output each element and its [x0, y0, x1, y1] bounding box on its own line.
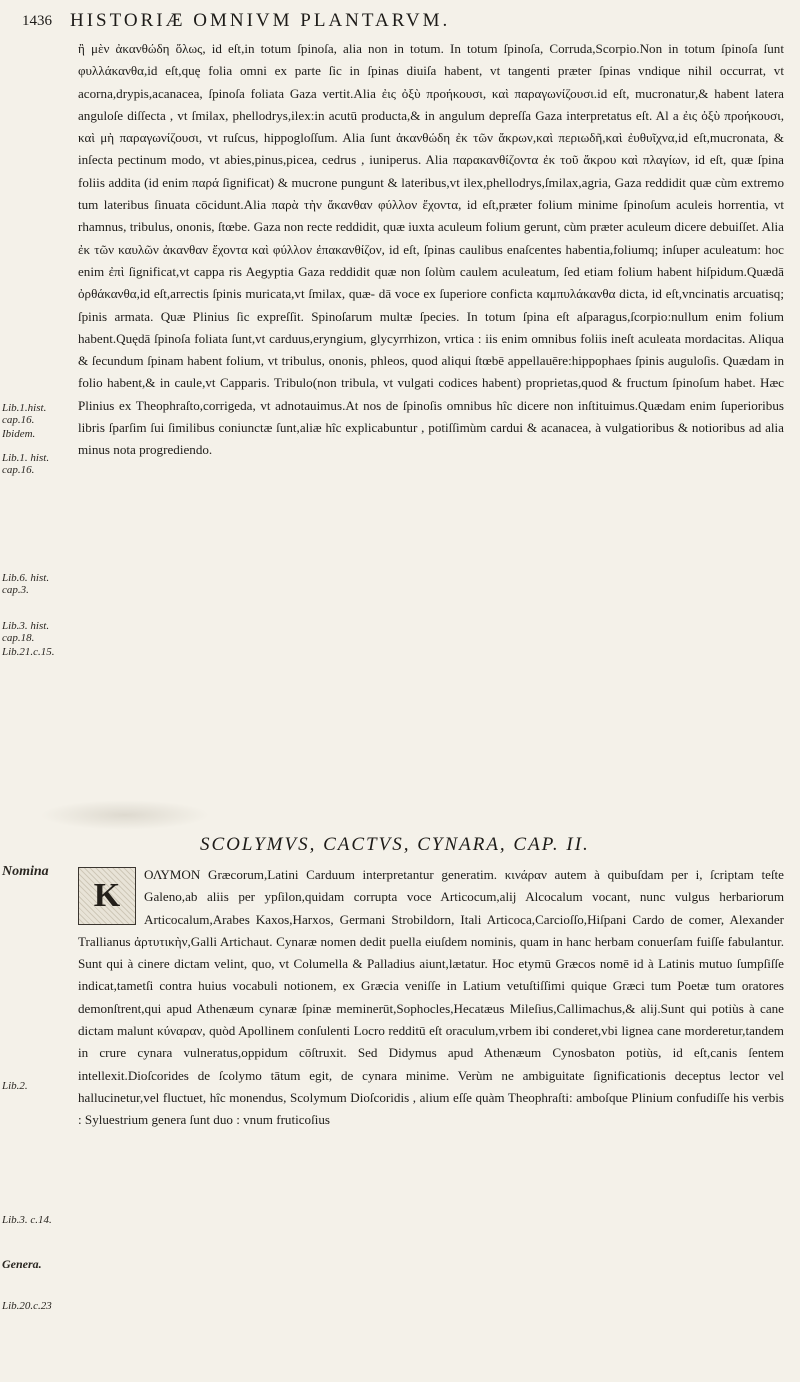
margin-note: Lib.20.c.23	[2, 1300, 52, 1312]
paper-stain	[40, 800, 210, 830]
chapter-title: SCOLYMVS, CACTVS, CYNARA, CAP. II.	[200, 834, 590, 855]
paragraph: ΟΛΥΜΟΝ Græcorum,Latini Carduum interpretantur generatim. κινάραν autem à quibuſdam per i, ſcriptam teſte Galeno,ab aliis per ypſilon,quidam corrupta voce Articocum,alij Alcocalum vocant, nunc vulgus herbariorum Articocalum,Arabes Kaxos,Harxos, Germani Strobildorn, Itali Articoca,Carcioſſo,Hiſpani Cardo de comer, Alexander Trallianus ἀρτυτικὴν,Galli Artichaut. Cynaræ nomen dedit puella eiuſdem nominis, quam in hanc herbam conuerſam fuiſſe fabulantur. Sunt qui à cinere dictam velint, quo, vt Columella & Palladius aiunt,lætatur. Hoc etymū Græcos nomē id à Latinis mutuo ſumpſiſſe indicat,tametſi contra huius vocabuli notionem, ex Græcia veniſſe in Latium vetuſtiſſimi quique Græci tum Poetæ tum oratores demonſtrent,qui apud Athenæum cynaræ ſpinæ meminerūt,Sophocles,Hecatæus Mileſius,Callimachus,& alij.Sunt qui potiùs à cane dictam malunt κύναραν, quòd Apollinem conſulenti Locro redditū eſt oraculum,vrbem ibi conderet,vbi lignea cane morderetur,tandem in crure cynara vulneratus,oppidum cōſtruxit. Sed Didymus apud Athenæum Cynosbaton potiùs, id eſt,canis ſentem intellexit.Dioſcorides de ſcolymo tātum egit, de cynara minime. Verùm ne ambiguitate ſignificationis deceptus lector vel hallucinetur,vel fluctuet, hîc monendus, Scolymum Dioſcoridis , alium eſſe quàm Theophraſti: amboſque Plinium confudiſſe his verbis : Syluestrium genera ſunt duo : vnum fruticoſius	[78, 867, 784, 1128]
paragraph: ἢ μὲν ἀκανθώδη ὅλως, id eſt,in totum ſpinoſa, alia non in totum. In totum ſpinoſa, Corruda,Scorpio.Non in totum ſpinoſa ſunt φυλλάκανθα,id eſt,quę folia omni ex parte ſic in ſpinas diuiſa habent, vt tangenti præter ſpinas vndique nihil occurrat, vt acorna,drypis,acanacea, ſpinoſa foliata Gaza vertit.Alia ἐις ὀξὺ προήκουσι, καὶ παραγωνίζουσι.id eſt, mucronatur,& habent latera anguloſe diſſecta , vt ſmilax, phellodrys,ilex:in acutū producta,& in angulum depreſſa Gaza interpretatus eſt. Al a ἐις ὀξὺ προήκουσι, καὶ μὴ παραγωνίζουσι, vt ruſcus, hippogloſſum. Alia ſunt ἀκανθώδη ἐκ τῶν ἄκρων,καὶ περιωδῆ,καὶ ἐυθυῖχνα,id eſt,mucronata, & inſecta pectinum modo, vt abies,pinus,picea, cedrus , iuniperus. Alia παρακανθίζοντα ἐκ τοῦ ἄκρου καὶ πλαγίων, id eſt, quæ ſpina foliis addita (id enim παρά ſignificat) & mucrone pungunt & lateribus,vt ilex,phellodrys,ſmilax,agria, Gaza reddidit quæ cùm extremo tum lateribus ſinuata cōcidunt.Alia παρὰ τὴν ἄκανθαν φύλλον ἔχοντα, id eſt,præter folium minime ſpinoſum aculeis horrentia, vt rhamnus, tribulus, ononis, ſtœbe. Gaza non recte reddidit, quæ iuxta aculeum folium gerunt, cùm præter aculeum dicere debuiſſet. Alia ἐκ τῶν καυλῶν ἀκανθαν ἔχοντα καὶ φύλλον ἐπακανθίζον, id eſt, ſpinas caulibus enaſcentes habentia,foliumq; inſuper aculeatum: hoc enim ἐπὶ ſignificat,vt cappa ris Aegyptia Gaza reddidit quæ non ſolùm caulem aculeatum, ſed etiam folium habent hiſpidum.Quædā ὀρθάκανθα,id eſt,arrectis ſpinis muricata,vt ſmilax, quæ- dā voce ex ſuperiore conficta καμπυλάκανθα dicta, id eſt,vncinatis arcuatisq; ſpinis armata. Quæ Plinius ſic expreſſit. Spinoſarum multæ ſpecies. In totum ſpina eſt aſparagus,ſcorpio:nullum enim folium habent.Quędā ſpinoſa foliata ſunt,vt carduus,eryngium, glycyrrhizon, vrtica : iis enim omnibus foliis ineſt aculeata mordacitas. Aliqua & ſecundum ſpinam habent folium, vt tribulus, ononis, phleos, quod aliqui ſtœbē appellauēre:hippophaes ſpinis auguloſis. Quædam in folio habent,& in caule,vt Capparis. Tribulo(non tribula, vt vulgati codices habent) proprietas,quod & fructum ſpinoſum habet. Hæc Plinius ex Theophraſto,corrigeda, vt adnotauimus.At nos de ſpinoſis omnibus hîc dicere non inſtituimus.Quædam enim ſuperioribus libris ſparſim ſui ſimilibus coniunctæ ſunt,aliæ hîc explicabuntur , potiſſimùm cardui & acanacea, à vulgatioribus & notioribus ad alia minus nota progrediendo.	[78, 41, 784, 458]
text-block-1	[78, 38, 784, 462]
running-title: HISTORIÆ OMNIVM PLANTARVM.	[70, 10, 451, 31]
margin-note: Lib.1.hist. cap.16.	[2, 402, 47, 426]
margin-note: Genera.	[2, 1257, 42, 1271]
margin-note: Lib.3. c.14.	[2, 1214, 52, 1226]
margin-note: Lib.3. hist. cap.18.	[2, 620, 50, 644]
page-number: 1436	[22, 12, 52, 29]
decorated-initial: K	[78, 867, 136, 925]
margin-note: Lib.2.	[2, 1080, 28, 1092]
margin-note: Lib.21.c.15.	[2, 646, 55, 658]
margin-note: Nomina	[2, 864, 49, 879]
running-header	[22, 4, 792, 38]
margin-note: Lib.1. hist. cap.16.	[2, 452, 50, 476]
text-block-2	[78, 864, 784, 1132]
margin-note: Lib.6. hist. cap.3.	[2, 572, 50, 596]
margin-note: Ibidem.	[2, 428, 36, 440]
